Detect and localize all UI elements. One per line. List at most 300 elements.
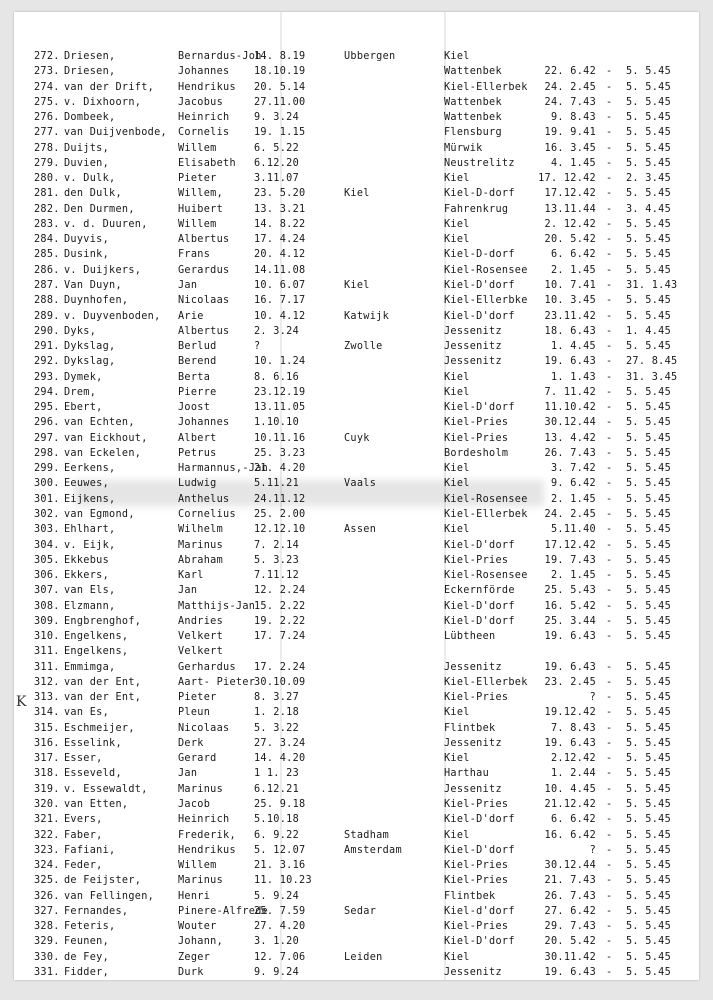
- birthplace: Cuyk: [344, 432, 370, 444]
- surname: van der Ent,: [64, 676, 142, 688]
- date-to: 5. 5.45: [626, 814, 672, 826]
- date-range-dash: -: [606, 463, 613, 475]
- table-row: [14, 476, 699, 491]
- date-to: 5. 5.45: [626, 844, 672, 856]
- birth-date: 10. 1.24: [254, 356, 306, 368]
- birth-date: 6. 9.22: [254, 829, 300, 841]
- date-range-dash: -: [606, 341, 613, 353]
- entry-number: 278.: [34, 142, 60, 154]
- date-range-dash: -: [606, 264, 613, 276]
- date-from: 24. 7.43: [544, 96, 596, 108]
- surname: Esser,: [64, 753, 103, 765]
- entry-number: 287.: [34, 279, 60, 291]
- surname: Fidder,: [64, 966, 110, 978]
- birth-date: 10. 4.12: [254, 310, 306, 322]
- table-row: [14, 675, 699, 690]
- date-range-dash: -: [606, 188, 613, 200]
- date-range-dash: -: [606, 554, 613, 566]
- surname: Den Durmen,: [64, 203, 135, 215]
- birthplace: Ubbergen: [344, 51, 396, 62]
- birth-date: 17. 7.24: [254, 631, 306, 643]
- birth-date: 8. 3.27: [254, 692, 300, 704]
- given-name: Ludwig: [178, 478, 217, 490]
- date-range-dash: -: [606, 203, 613, 215]
- date-range-dash: -: [606, 173, 613, 185]
- date-from: 6. 6.42: [550, 814, 596, 826]
- surname: Faber,: [64, 829, 103, 841]
- date-from: 24. 2.45: [544, 508, 596, 520]
- surname: den Dulk,: [64, 188, 122, 200]
- birthplace: Sedar: [344, 905, 377, 917]
- table-row: [14, 324, 699, 339]
- surname: Feder,: [64, 860, 103, 872]
- given-name: Johannes: [178, 66, 230, 78]
- location: Harthau: [444, 768, 490, 780]
- birth-date: 20. 5.14: [254, 81, 306, 93]
- given-name: Gerhardus: [178, 661, 236, 673]
- entry-number: 296.: [34, 417, 60, 429]
- date-range-dash: -: [606, 737, 613, 749]
- date-range-dash: -: [606, 127, 613, 139]
- surname: Elzmann,: [64, 600, 116, 612]
- location: Kiel-Ellerbek: [444, 508, 528, 520]
- location: Kiel: [444, 463, 470, 475]
- table-row: [14, 828, 699, 843]
- location: Flensburg: [444, 127, 502, 139]
- date-from: 11.10.42: [544, 402, 596, 414]
- given-name: Wouter: [178, 921, 217, 933]
- given-name: Joost: [178, 402, 211, 414]
- location: Wattenbek: [444, 96, 502, 108]
- birth-date: 17. 2.24: [254, 661, 306, 673]
- date-range-dash: -: [606, 768, 613, 780]
- date-to: 5. 5.45: [626, 96, 672, 108]
- date-range-dash: -: [606, 447, 613, 459]
- date-range-dash: -: [606, 417, 613, 429]
- given-name: Pieter: [178, 692, 217, 704]
- date-from: 7. 11.42: [544, 386, 596, 398]
- given-name: Zeger: [178, 951, 211, 963]
- date-from: 24. 2.45: [544, 81, 596, 93]
- birth-date: 8. 6.16: [254, 371, 300, 383]
- table-row: [14, 202, 699, 217]
- given-name: Albert: [178, 432, 217, 444]
- table-row: [14, 156, 699, 171]
- entry-number: 295.: [34, 402, 60, 414]
- date-from: 19.12.42: [544, 707, 596, 719]
- location: Jessenitz: [444, 341, 502, 353]
- date-range-dash: -: [606, 142, 613, 154]
- register-table: [14, 49, 699, 980]
- entry-number: 318.: [34, 768, 60, 780]
- location: Kiel-Ellerbek: [444, 676, 528, 688]
- date-to: 5. 5.45: [626, 890, 672, 902]
- given-name: Heinrich: [178, 814, 230, 826]
- date-range-dash: -: [606, 310, 613, 322]
- entry-number: 275.: [34, 96, 60, 108]
- entry-number: 319.: [34, 783, 60, 795]
- given-name: Cornelis: [178, 127, 230, 139]
- date-range-dash: -: [606, 707, 613, 719]
- entry-number: 290.: [34, 325, 60, 337]
- surname: van Eickhout,: [64, 432, 148, 444]
- date-from: 19. 9.41: [544, 127, 596, 139]
- given-name: Jan: [178, 768, 198, 780]
- date-from: 19. 6.43: [544, 966, 596, 978]
- date-range-dash: -: [606, 570, 613, 582]
- given-name: Karl: [178, 570, 204, 582]
- given-name: Huibert: [178, 203, 224, 215]
- date-range-dash: -: [606, 890, 613, 902]
- date-from: 16. 6.42: [544, 829, 596, 841]
- table-row: [14, 95, 699, 110]
- date-to: 5. 5.45: [626, 508, 672, 520]
- date-from: 9. 8.43: [550, 112, 596, 124]
- entry-number: 311.: [34, 661, 60, 673]
- date-from: 22. 6.42: [544, 66, 596, 78]
- birth-date: ?: [254, 341, 261, 353]
- date-from: 13. 4.42: [544, 432, 596, 444]
- birth-date: 6.12.21: [254, 783, 300, 795]
- given-name: Velkert: [178, 646, 224, 658]
- date-range-dash: -: [606, 692, 613, 704]
- table-row: [14, 431, 699, 446]
- date-range-dash: -: [606, 112, 613, 124]
- date-range-dash: -: [606, 600, 613, 612]
- surname: van Echten,: [64, 417, 135, 429]
- date-to: 5. 5.45: [626, 447, 672, 459]
- location: Kiel-Pries: [444, 432, 509, 444]
- surname: v. Dixhoorn,: [64, 96, 142, 108]
- table-row: [14, 354, 699, 369]
- location: Kiel-Pries: [444, 921, 509, 933]
- location: Kiel: [444, 829, 470, 841]
- given-name: Velkert: [178, 631, 224, 643]
- date-to: 31. 3.45: [626, 371, 678, 383]
- date-to: 5. 5.45: [626, 554, 672, 566]
- entry-number: 283.: [34, 218, 60, 230]
- date-to: 5. 5.45: [626, 753, 672, 765]
- entry-number: 272.: [34, 51, 60, 62]
- table-row: [14, 782, 699, 797]
- date-to: 5. 5.45: [626, 799, 672, 811]
- table-row: [14, 232, 699, 247]
- birthplace: Zwolle: [344, 341, 383, 353]
- given-name: Anthelus: [178, 493, 230, 505]
- given-name: Elisabeth: [178, 157, 236, 169]
- table-row: [14, 690, 699, 705]
- date-to: 5. 5.45: [626, 386, 672, 398]
- birthplace: Kiel: [344, 279, 370, 291]
- surname: Duvien,: [64, 157, 110, 169]
- date-range-dash: -: [606, 325, 613, 337]
- date-from: 21.12.42: [544, 799, 596, 811]
- date-to: 5. 5.45: [626, 218, 672, 230]
- table-row: [14, 278, 699, 293]
- date-from: 16. 3.45: [544, 142, 596, 154]
- date-range-dash: -: [606, 631, 613, 643]
- entry-number: 327.: [34, 905, 60, 917]
- entry-number: 331.: [34, 966, 60, 978]
- date-to: 5. 5.45: [626, 157, 672, 169]
- table-row: [14, 919, 699, 934]
- date-to: 2. 3.45: [626, 173, 672, 185]
- date-from: 17.12.42: [544, 539, 596, 551]
- given-name: Jacob: [178, 799, 211, 811]
- table-row: [14, 736, 699, 751]
- location: Wattenbek: [444, 66, 502, 78]
- birth-date: 2. 3.24: [254, 325, 300, 337]
- date-to: 5. 5.45: [626, 493, 672, 505]
- birth-date: 6. 5.22: [254, 142, 300, 154]
- table-row: [14, 125, 699, 140]
- date-from: 1. 4.45: [550, 341, 596, 353]
- given-name: Gerardus: [178, 264, 230, 276]
- date-to: 5. 5.45: [626, 417, 672, 429]
- surname: Esseveld,: [64, 768, 122, 780]
- location: Kiel-Pries: [444, 799, 509, 811]
- location: Kiel: [444, 753, 470, 765]
- date-to: 5. 5.45: [626, 524, 672, 536]
- date-from: 4. 1.45: [550, 157, 596, 169]
- document-page: [14, 12, 699, 980]
- given-name: Albertus: [178, 234, 230, 246]
- location: Kiel: [444, 218, 470, 230]
- given-name: Marinus: [178, 539, 224, 551]
- surname: Duyvis,: [64, 234, 110, 246]
- date-to: 5. 5.45: [626, 249, 672, 261]
- date-range-dash: -: [606, 371, 613, 383]
- surname: Emmimga,: [64, 661, 116, 673]
- birth-date: 7. 2.14: [254, 539, 300, 551]
- given-name: Cornelius: [178, 508, 236, 520]
- location: Kiel-Pries: [444, 554, 509, 566]
- birth-date: 12. 2.24: [254, 585, 306, 597]
- given-name: Pierre: [178, 386, 217, 398]
- entry-number: 326.: [34, 890, 60, 902]
- date-to: 5. 5.45: [626, 600, 672, 612]
- date-to: 5. 5.45: [626, 707, 672, 719]
- location: Eckernförde: [444, 585, 515, 597]
- date-from: 29. 7.43: [544, 921, 596, 933]
- date-range-dash: -: [606, 722, 613, 734]
- location: Kiel: [444, 524, 470, 536]
- given-name: Durk: [178, 966, 204, 978]
- location: Kiel: [444, 951, 470, 963]
- surname: Driesen,: [64, 66, 116, 78]
- entry-number: 313.: [34, 692, 60, 704]
- table-row: [14, 889, 699, 904]
- entry-number: 304.: [34, 539, 60, 551]
- table-row: [14, 141, 699, 156]
- date-from: 2.12.42: [550, 753, 596, 765]
- surname: v. Dulk,: [64, 173, 116, 185]
- date-to: 5. 5.45: [626, 81, 672, 93]
- given-name: Berta: [178, 371, 211, 383]
- date-from: 19. 6.43: [544, 356, 596, 368]
- birth-date: 12. 7.06: [254, 951, 306, 963]
- date-from: 5.11.40: [550, 524, 596, 536]
- birth-date: 30.10.09: [254, 676, 306, 688]
- date-to: 5. 5.45: [626, 875, 672, 887]
- table-row: [14, 629, 699, 644]
- date-range-dash: -: [606, 615, 613, 627]
- table-row: [14, 553, 699, 568]
- table-row: [14, 49, 699, 64]
- birth-date: 27. 4.20: [254, 921, 306, 933]
- birth-date: 14. 4.20: [254, 753, 306, 765]
- location: Kiel-D'dorf: [444, 402, 515, 414]
- date-from: 1. 1.43: [550, 371, 596, 383]
- location: Kiel: [444, 51, 470, 62]
- given-name: Nicolaas: [178, 722, 230, 734]
- table-row: [14, 400, 699, 415]
- surname: van Eckelen,: [64, 447, 142, 459]
- surname: van Etten,: [64, 799, 129, 811]
- date-to: 5. 5.45: [626, 341, 672, 353]
- surname: Dymek,: [64, 371, 103, 383]
- date-from: 10. 3.45: [544, 295, 596, 307]
- birth-date: 13.11.05: [254, 402, 306, 414]
- entry-number: 316.: [34, 737, 60, 749]
- date-range-dash: -: [606, 493, 613, 505]
- table-row: [14, 492, 699, 507]
- date-to: 5. 5.45: [626, 661, 672, 673]
- entry-number: 300.: [34, 478, 60, 490]
- date-to: 31. 1.43: [626, 279, 678, 291]
- given-name: Frederik,: [178, 829, 236, 841]
- surname: Evers,: [64, 814, 103, 826]
- date-to: 5. 5.45: [626, 860, 672, 872]
- location: Jessenitz: [444, 661, 502, 673]
- table-row: [14, 568, 699, 583]
- date-from: 19. 7.43: [544, 554, 596, 566]
- table-row: [14, 507, 699, 522]
- entry-number: 285.: [34, 249, 60, 261]
- birth-date: 10.11.16: [254, 432, 306, 444]
- date-from: 30.12.44: [544, 860, 596, 872]
- date-from: 17.12.42: [544, 188, 596, 200]
- date-range-dash: -: [606, 783, 613, 795]
- given-name: Willem: [178, 860, 217, 872]
- date-range-dash: -: [606, 753, 613, 765]
- surname: van der Ent,: [64, 692, 142, 704]
- given-name: Frans: [178, 249, 211, 261]
- date-from: 3. 7.42: [550, 463, 596, 475]
- surname: Eijkens,: [64, 493, 116, 505]
- location: Kiel-Pries: [444, 692, 509, 704]
- entry-number: 306.: [34, 570, 60, 582]
- table-row: [14, 705, 699, 720]
- date-to: 5. 5.45: [626, 951, 672, 963]
- date-from: 17. 12.42: [538, 173, 596, 185]
- surname: van Es,: [64, 707, 110, 719]
- surname: v. Eijk,: [64, 539, 116, 551]
- location: Kiel-Pries: [444, 417, 509, 429]
- given-name: Albertus: [178, 325, 230, 337]
- birth-date: 14. 8.19: [254, 51, 306, 62]
- birth-date: 25. 9.18: [254, 799, 306, 811]
- given-name: Marinus: [178, 875, 224, 887]
- surname: Fafiani,: [64, 844, 116, 856]
- date-range-dash: -: [606, 432, 613, 444]
- location: Bordesholm: [444, 447, 509, 459]
- surname: Ebert,: [64, 402, 103, 414]
- surname: Duijts,: [64, 142, 110, 154]
- location: Kiel-Rosensee: [444, 493, 528, 505]
- table-row: [14, 812, 699, 827]
- entry-number: 329.: [34, 936, 60, 948]
- date-to: 5. 5.45: [626, 936, 672, 948]
- entry-number: 305.: [34, 554, 60, 566]
- given-name: Berlud: [178, 341, 217, 353]
- date-to: 5. 5.45: [626, 615, 672, 627]
- date-range-dash: -: [606, 585, 613, 597]
- given-name: Willem: [178, 218, 217, 230]
- date-to: 5. 5.45: [626, 783, 672, 795]
- surname: Van Duyn,: [64, 279, 122, 291]
- birth-date: 5. 12.07: [254, 844, 306, 856]
- birth-date: 9. 3.24: [254, 112, 300, 124]
- given-name: Henri: [178, 890, 211, 902]
- entry-number: 323.: [34, 844, 60, 856]
- entry-number: 282.: [34, 203, 60, 215]
- date-range-dash: -: [606, 386, 613, 398]
- entry-number: 311.: [34, 646, 60, 658]
- date-range-dash: -: [606, 799, 613, 811]
- given-name: Abraham: [178, 554, 224, 566]
- entry-number: 289.: [34, 310, 60, 322]
- surname: Ekkebus: [64, 554, 110, 566]
- date-from: 19. 6.43: [544, 661, 596, 673]
- birth-date: 3.11.07: [254, 173, 300, 185]
- birth-date: 14. 8.22: [254, 218, 306, 230]
- table-row: [14, 950, 699, 965]
- location: Kiel-Pries: [444, 860, 509, 872]
- date-from: 23. 2.45: [544, 676, 596, 688]
- date-to: 5. 5.45: [626, 295, 672, 307]
- surname: Feteris,: [64, 921, 116, 933]
- birth-date: 25. 7.59: [254, 905, 306, 917]
- date-from: 2. 1.45: [550, 570, 596, 582]
- given-name: Marinus: [178, 783, 224, 795]
- location: Kiel: [444, 371, 470, 383]
- date-range-dash: -: [606, 905, 613, 917]
- entry-number: 307.: [34, 585, 60, 597]
- date-from: ?: [589, 692, 596, 704]
- date-to: 5. 5.45: [626, 127, 672, 139]
- birth-date: 5. 9.24: [254, 890, 300, 902]
- given-name: Wilhelm: [178, 524, 224, 536]
- date-from: 7. 8.43: [550, 722, 596, 734]
- entry-number: 320.: [34, 799, 60, 811]
- date-to: 5. 5.45: [626, 112, 672, 124]
- birth-date: 25. 2.00: [254, 508, 306, 520]
- date-range-dash: -: [606, 661, 613, 673]
- entry-number: 303.: [34, 524, 60, 536]
- birth-date: 27.11.00: [254, 96, 306, 108]
- entry-number: 312.: [34, 676, 60, 688]
- table-row: [14, 339, 699, 354]
- table-row: [14, 751, 699, 766]
- given-name: Nicolaas: [178, 295, 230, 307]
- date-to: 5. 5.45: [626, 66, 672, 78]
- entry-number: 298.: [34, 447, 60, 459]
- date-to: 5. 5.45: [626, 905, 672, 917]
- date-to: 5. 5.45: [626, 737, 672, 749]
- table-row: [14, 721, 699, 736]
- table-row: [14, 599, 699, 614]
